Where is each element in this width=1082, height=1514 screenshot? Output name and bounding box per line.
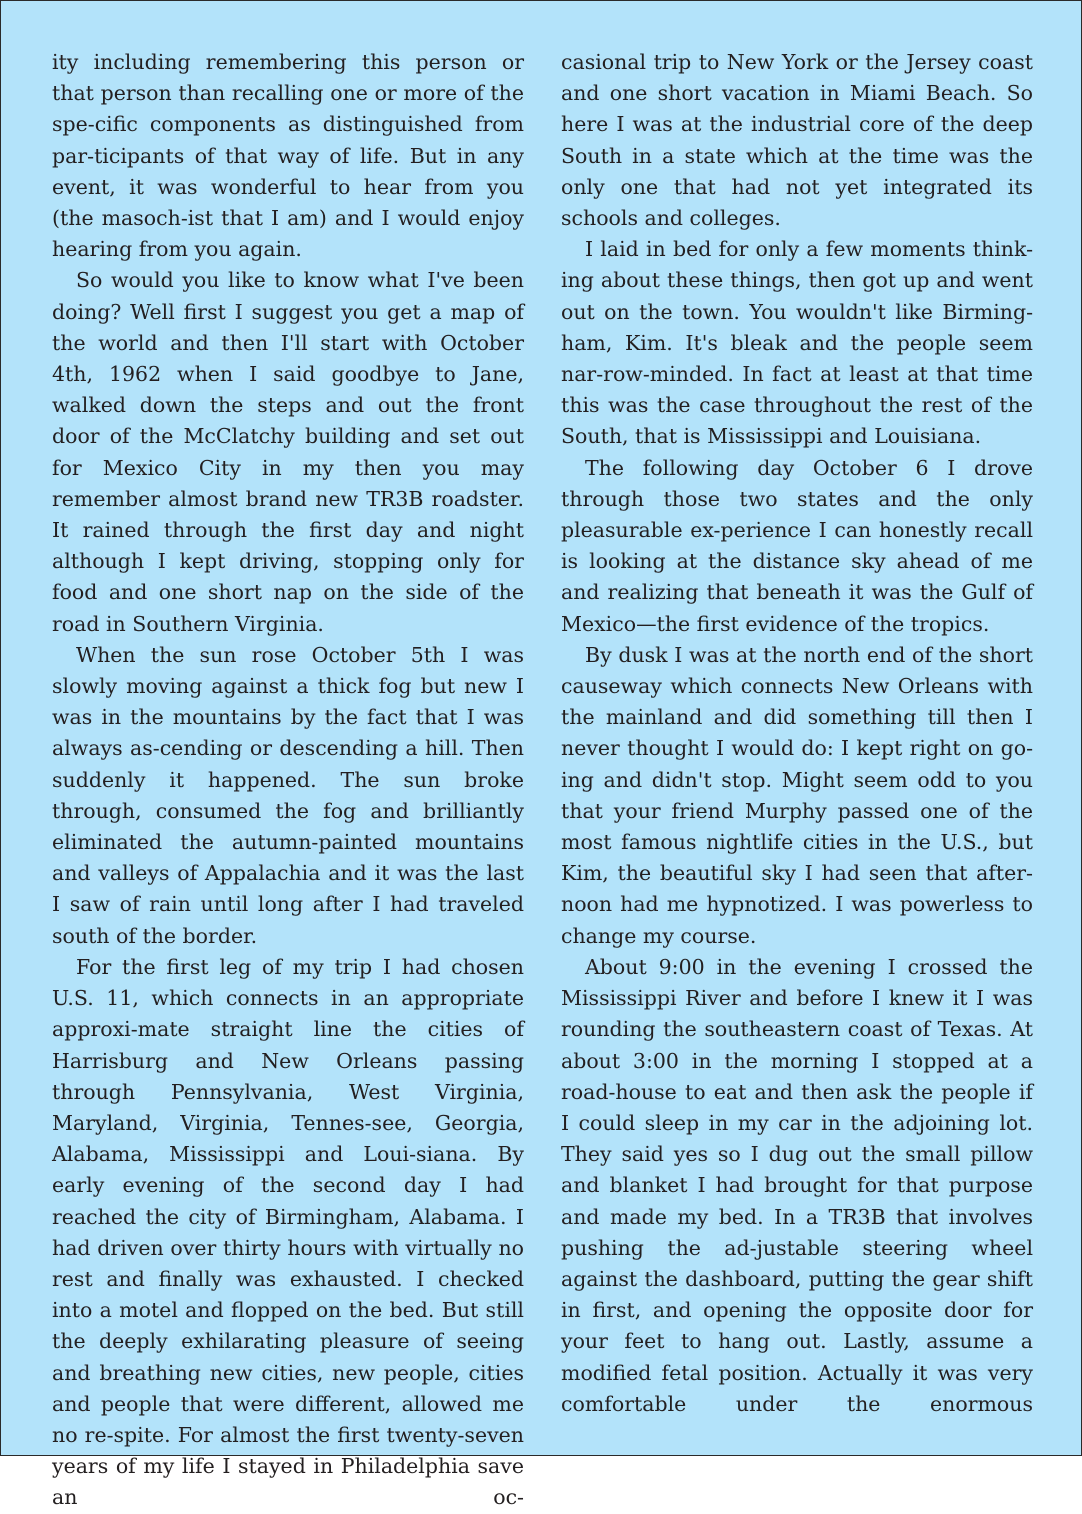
paragraph: By dusk I was at the north end of the short causeway which connects New Orleans with the mainland and did something till then I never thought I would do: I kept right on go-ing and didn't stop. Might seem odd to you that your friend Murphy passed one of the most famous nightlife cities in the U.S., but Kim, the beautiful sky I had seen that after-noon had me hypnotized. I was powerless to change my course. — [561, 642, 1033, 948]
paragraph: I laid in bed for only a few moments think-ing about these things, then got up and went out on the town. You wouldn't like Birming-ham, Kim. It's bleak and the people seem nar-row-minded. In fact at least at that time this was the case throughout the rest of the South, that is Mississippi and Louisiana. — [561, 237, 1033, 449]
left-column — [52, 47, 524, 1514]
paragraph: For the first leg of my trip I had chosen U.S. 11, which connects in an appropriate approxi-mate straight line the cities of Harrisburg and New Orleans passing through Pennsylvania, West Virginia, Maryland, Virginia, Tennes-see, Georgia, Alabama, Mississippi and Loui-siana. By early evening of the second day I had reached the city of Birmingham, Alabama. I had driven over thirty hours with virtually no rest and finally was exhausted. I checked into a motel and flopped on the bed. But still the deeply exhilarating pleasure of seeing and breathing new cities, new people, cities and people that were different, allowed me no re-spite. For almost the first twenty-seven years of my life I stayed in Philadelphia save an oc- — [52, 954, 524, 1510]
paragraph: So would you like to know what I've been doing? Well first I suggest you get a map of the world and then I'll start with October 4th, 1962 when I said goodbye to Jane, walked down the steps and out the front door of the McClatchy building and set out for Mexico City in my then you may remember almost brand new TR3B roadster. It rained through the first day and night although I kept driving, stopping only for food and one short nap on the side of the road in Southern Virginia. — [52, 268, 524, 636]
paragraph: The following day October 6 I drove through those two states and the only pleasurable ex-perience I can honestly recall is looking at the distance sky ahead of me and realizing that beneath it was the Gulf of Mexico—the first evidence of the tropics. — [561, 455, 1033, 636]
paragraph: ity including remembering this person or that person than recalling one or more of the spe-cific components as distinguished from par-ticipants of that way of life. But in any event, it was wonderful to hear from you (the masoch-ist that I am) and I would enjoy hearing from you again. — [52, 50, 524, 262]
paragraph: When the sun rose October 5th I was slowly moving against a thick fog but new I was in the mountains by the fact that I was always as-cending or descending a hill. Then suddenly it happened. The sun broke through, consumed the fog and brilliantly eliminated the autumn-painted mountains and valleys of Appalachia and it was the last I saw of rain until long after I had traveled south of the border. — [52, 642, 524, 948]
right-column — [561, 47, 1033, 1420]
paragraph: About 9:00 in the evening I crossed the Mississippi River and before I knew it I was rounding the southeastern coast of Texas. At about 3:00 in the morning I stopped at a road-house to eat and then ask the people if I could sleep in my car in the adjoining lot. They said yes so I dug out the small pillow and blanket I had brought for that purpose and made my bed. In a TR3B that involves pushing the ad-justable steering wheel against the dashboard, putting the gear shift in first, and opening the opposite door for your feet to hang out. Lastly, assume a modified fetal position. Actually it was very comfortable under the enormous — [561, 954, 1033, 1416]
paragraph: casional trip to New York or the Jersey coast and one short vacation in Miami Beach. So here I was at the industrial core of the deep South in a state which at the time was the only one that had not yet integrated its schools and colleges. — [561, 50, 1033, 231]
